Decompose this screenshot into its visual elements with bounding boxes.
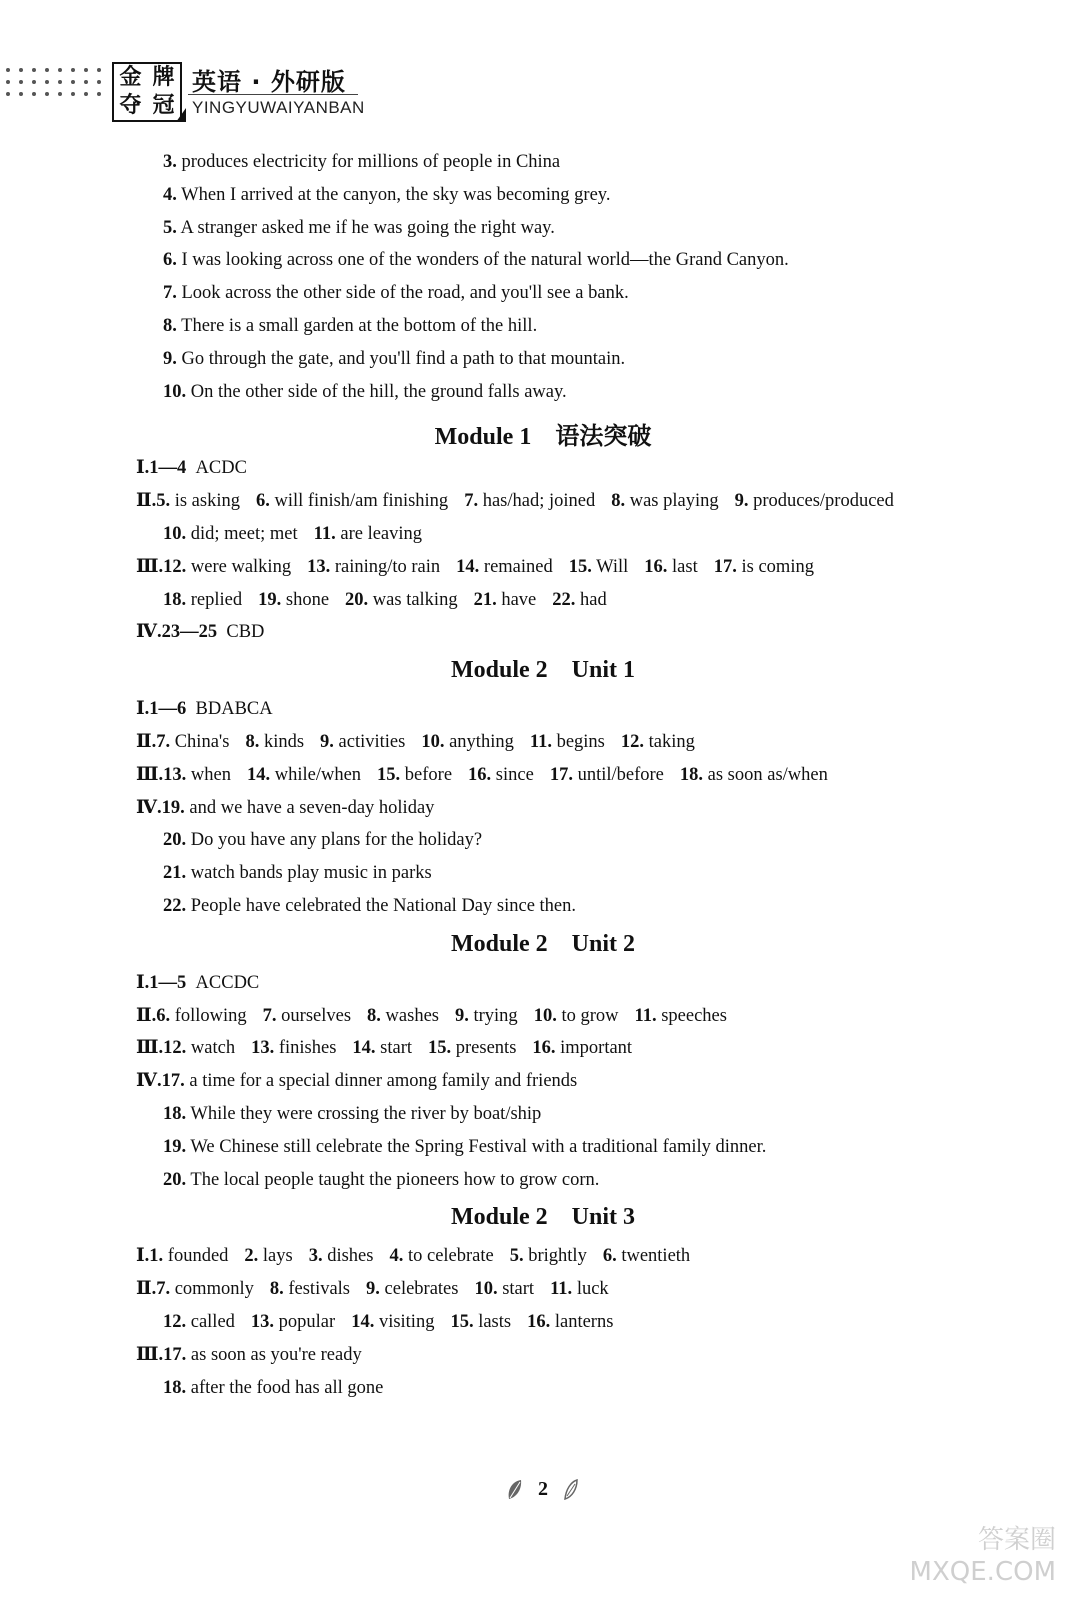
watermark: 答案圈 MXQE.COM bbox=[909, 1525, 1056, 1587]
item-answer: Look across the other side of the road, and you'll see a bank. bbox=[176, 283, 629, 304]
answer-item bbox=[603, 1246, 690, 1266]
answer-row bbox=[163, 894, 592, 918]
item-answer: after the food has all gone bbox=[186, 1377, 384, 1398]
answer-row bbox=[136, 555, 830, 579]
answer-item bbox=[714, 557, 814, 577]
answer-item bbox=[149, 1246, 228, 1266]
answer-item bbox=[530, 732, 605, 752]
answer-item bbox=[455, 1006, 518, 1026]
item-number: 15. bbox=[568, 556, 592, 577]
item-number: 15. bbox=[428, 1038, 452, 1059]
item-number: 10. bbox=[474, 1279, 498, 1300]
answer-item bbox=[621, 732, 695, 752]
item-answer: since bbox=[491, 764, 534, 785]
item-number: 15. bbox=[377, 764, 401, 785]
item-answer: did; meet; met bbox=[186, 524, 298, 544]
item-number: 8. bbox=[245, 732, 260, 752]
leaf-right-icon bbox=[563, 1479, 579, 1501]
item-number: 20. bbox=[345, 589, 369, 610]
answer-row bbox=[136, 489, 910, 513]
item-answer: I was looking across one of the wonders of the natural world—the Grand Canyon. bbox=[176, 250, 789, 271]
item-number: 8. bbox=[163, 316, 177, 336]
answer-item bbox=[270, 1279, 350, 1299]
item-number: 17. bbox=[161, 1071, 185, 1092]
item-answer: On the other side of the hill, the ground falls away. bbox=[186, 381, 567, 402]
page-number: 2 bbox=[538, 1478, 548, 1500]
item-number: 7. bbox=[156, 1279, 171, 1300]
answer-item bbox=[163, 896, 576, 916]
item-answer: until/before bbox=[572, 764, 664, 785]
answer-item bbox=[258, 590, 329, 610]
answer-item bbox=[162, 1071, 578, 1091]
item-answer: and we have a seven-day holiday bbox=[184, 797, 435, 818]
answer-item bbox=[162, 622, 265, 642]
item-answer: speeches bbox=[656, 1005, 727, 1026]
answer-item bbox=[352, 1038, 412, 1058]
item-number: 2. bbox=[244, 1246, 259, 1267]
item-answer: while/when bbox=[270, 764, 362, 785]
answer-row bbox=[163, 828, 498, 852]
answer-item bbox=[534, 1006, 619, 1026]
answer-item bbox=[251, 1312, 335, 1332]
item-answer: dishes bbox=[322, 1246, 374, 1267]
item-answer: CBD bbox=[226, 622, 265, 643]
answer-item bbox=[552, 590, 606, 610]
answer-row bbox=[163, 588, 623, 612]
answer-item bbox=[735, 491, 894, 511]
section-roman-numeral: Ⅱ. bbox=[136, 1279, 157, 1300]
answer-item bbox=[680, 765, 828, 785]
item-answer: ourselves bbox=[276, 1005, 352, 1026]
item-number: 16. bbox=[644, 556, 668, 577]
item-number: 10. bbox=[163, 381, 187, 402]
answer-item bbox=[263, 1006, 351, 1026]
item-number: 10. bbox=[533, 1005, 557, 1026]
item-number: 17. bbox=[549, 764, 573, 785]
item-answer: activities bbox=[333, 732, 406, 752]
item-answer: China's bbox=[170, 732, 230, 752]
item-answer: was talking bbox=[368, 589, 458, 610]
item-answer: taking bbox=[644, 732, 695, 752]
item-number: 13. bbox=[163, 764, 187, 785]
answer-item bbox=[163, 1378, 383, 1398]
item-number: 1—6 bbox=[149, 699, 187, 720]
section-roman-numeral: Ⅳ. bbox=[136, 1071, 162, 1092]
item-number: 3. bbox=[163, 152, 177, 172]
answer-item bbox=[527, 1312, 613, 1332]
subject-title: 英语 · 外研版 bbox=[192, 68, 346, 96]
item-answer: The local people taught the pioneers how to grow corn. bbox=[186, 1169, 600, 1190]
item-answer: a time for a special dinner among family and friends bbox=[184, 1071, 578, 1092]
answer-item bbox=[314, 524, 422, 544]
item-number: 13. bbox=[307, 556, 331, 577]
answer-item bbox=[163, 557, 291, 577]
answer-item bbox=[550, 1279, 609, 1299]
item-answer: visiting bbox=[374, 1312, 435, 1332]
answer-line bbox=[163, 150, 560, 174]
item-number: 14. bbox=[246, 764, 271, 785]
item-number: 21. bbox=[473, 589, 497, 610]
answer-item bbox=[149, 699, 272, 719]
page-footer bbox=[0, 1478, 1086, 1501]
item-number: 7. bbox=[156, 732, 171, 752]
item-number: 10. bbox=[163, 524, 187, 544]
answer-item bbox=[163, 1137, 766, 1157]
item-answer: replied bbox=[186, 589, 243, 610]
item-answer: produces electricity for millions of people in China bbox=[176, 152, 561, 172]
item-number: 11. bbox=[313, 524, 336, 544]
answer-row bbox=[163, 861, 448, 885]
answer-row bbox=[136, 730, 711, 754]
answer-line bbox=[163, 314, 537, 338]
item-answer: ACDC bbox=[195, 458, 247, 479]
answer-row bbox=[163, 1168, 615, 1192]
leaf-left-icon bbox=[507, 1479, 523, 1501]
item-number: 1—4 bbox=[149, 458, 187, 479]
item-answer: When I arrived at the canyon, the sky was becoming grey. bbox=[176, 184, 611, 205]
item-answer: commonly bbox=[170, 1279, 254, 1300]
answer-row bbox=[136, 763, 844, 787]
item-number: 20. bbox=[163, 830, 187, 851]
item-answer: We Chinese still celebrate the Spring Festival with a traditional family dinner. bbox=[186, 1136, 767, 1157]
item-number: 6. bbox=[602, 1246, 617, 1267]
answer-item bbox=[450, 1312, 511, 1332]
answer-row bbox=[136, 1343, 378, 1367]
item-number: 21. bbox=[163, 863, 187, 884]
answer-item bbox=[320, 732, 405, 752]
item-number: 15. bbox=[450, 1312, 474, 1332]
answer-item bbox=[163, 524, 298, 544]
answer-item bbox=[163, 590, 242, 610]
item-answer: popular bbox=[274, 1312, 336, 1332]
item-answer: There is a small garden at the bottom of the hill. bbox=[176, 316, 538, 336]
item-number: 8. bbox=[367, 1005, 381, 1026]
item-number: 12. bbox=[163, 556, 187, 577]
answer-row bbox=[136, 1244, 706, 1268]
answer-item bbox=[163, 830, 482, 850]
item-number: 9. bbox=[320, 732, 334, 752]
item-number: 1—5 bbox=[149, 972, 187, 993]
answer-row bbox=[136, 456, 263, 480]
item-number: 16. bbox=[527, 1312, 551, 1332]
answer-item bbox=[474, 590, 537, 610]
item-answer: start bbox=[375, 1038, 413, 1059]
answer-row bbox=[136, 1277, 625, 1301]
subject-pinyin: YINGYUWAIYANBAN bbox=[192, 98, 365, 117]
item-number: 18. bbox=[163, 1377, 187, 1398]
answer-item bbox=[163, 765, 231, 785]
item-answer: Do you have any plans for the holiday? bbox=[186, 830, 483, 851]
answer-item bbox=[247, 765, 361, 785]
section-title: Module 2 Unit 3 bbox=[450, 1204, 635, 1231]
answer-item bbox=[428, 1038, 516, 1058]
section-roman-numeral: Ⅱ. bbox=[136, 732, 157, 752]
logo-corner-triangle bbox=[176, 108, 186, 122]
answer-row bbox=[136, 1004, 743, 1028]
item-answer: produces/produced bbox=[748, 491, 894, 512]
answer-row bbox=[136, 1036, 648, 1060]
answer-row bbox=[163, 1135, 782, 1159]
item-answer: will finish/am finishing bbox=[269, 491, 449, 512]
item-answer: People have celebrated the National Day since then. bbox=[186, 896, 577, 916]
item-number: 7. bbox=[163, 283, 177, 304]
item-answer: finishes bbox=[274, 1038, 337, 1059]
answer-row bbox=[136, 796, 450, 820]
item-answer: lasts bbox=[473, 1312, 512, 1332]
item-answer: BDABCA bbox=[195, 699, 273, 720]
item-answer: festivals bbox=[283, 1279, 351, 1300]
section-roman-numeral: Ⅳ. bbox=[136, 797, 162, 818]
item-answer: Go through the gate, and you'll find a path to that mountain. bbox=[176, 348, 626, 369]
item-answer: watch bbox=[186, 1038, 236, 1059]
item-number: 19. bbox=[161, 797, 185, 818]
answer-row bbox=[163, 1102, 557, 1126]
answer-item bbox=[611, 491, 718, 511]
item-answer: lays bbox=[258, 1246, 293, 1267]
item-answer: remained bbox=[479, 556, 553, 577]
item-number: 8. bbox=[269, 1279, 284, 1300]
answer-item bbox=[156, 1279, 254, 1299]
item-number: 12. bbox=[620, 732, 645, 752]
item-answer: following bbox=[170, 1005, 247, 1026]
item-number: 5. bbox=[156, 491, 171, 512]
item-number: 13. bbox=[251, 1038, 275, 1059]
answer-item bbox=[464, 491, 595, 511]
item-answer: twentieth bbox=[616, 1246, 691, 1267]
item-answer: lanterns bbox=[550, 1312, 614, 1332]
item-number: 9. bbox=[163, 348, 177, 369]
item-number: 7. bbox=[262, 1005, 277, 1026]
answer-item bbox=[163, 863, 432, 883]
answer-item bbox=[244, 1246, 292, 1266]
item-number: 9. bbox=[366, 1279, 380, 1300]
item-number: 9. bbox=[734, 491, 749, 512]
answer-row bbox=[163, 522, 438, 546]
item-answer: to celebrate bbox=[403, 1246, 494, 1267]
section-roman-numeral: Ⅰ. bbox=[136, 699, 150, 720]
item-answer: brightly bbox=[523, 1246, 587, 1267]
answer-item bbox=[510, 1246, 587, 1266]
item-answer: have bbox=[496, 589, 537, 610]
section-title: Module 2 Unit 2 bbox=[450, 930, 635, 957]
answer-item bbox=[309, 1246, 374, 1266]
answer-item bbox=[532, 1038, 632, 1058]
item-number: 7. bbox=[464, 491, 479, 512]
answer-item bbox=[149, 458, 247, 478]
section-roman-numeral: Ⅰ. bbox=[136, 1246, 150, 1267]
section-roman-numeral: Ⅳ. bbox=[136, 622, 162, 643]
item-number: 11. bbox=[634, 1005, 657, 1026]
header-divider bbox=[188, 94, 358, 95]
answer-item bbox=[550, 765, 664, 785]
answer-item bbox=[468, 765, 534, 785]
item-number: 23—25 bbox=[161, 622, 218, 643]
answer-item bbox=[162, 798, 435, 818]
section-roman-numeral: Ⅱ. bbox=[136, 1005, 157, 1026]
item-answer: presents bbox=[451, 1038, 517, 1059]
answer-line bbox=[163, 248, 789, 272]
item-number: 11. bbox=[550, 1279, 573, 1300]
answer-row bbox=[163, 1310, 629, 1334]
item-answer: when bbox=[186, 764, 231, 785]
item-number: 16. bbox=[532, 1038, 556, 1059]
section-roman-numeral: Ⅲ. bbox=[136, 764, 164, 785]
answer-item bbox=[163, 1170, 599, 1190]
item-number: 18. bbox=[163, 1104, 187, 1124]
item-number: 5. bbox=[509, 1246, 524, 1267]
answer-item bbox=[245, 732, 304, 752]
answer-item bbox=[421, 732, 514, 752]
item-answer: as soon as/when bbox=[703, 764, 828, 785]
answer-item bbox=[256, 491, 448, 511]
answer-line bbox=[163, 347, 625, 371]
item-number: 8. bbox=[611, 491, 626, 512]
item-answer: ACCDC bbox=[195, 972, 260, 993]
item-answer: washes bbox=[380, 1005, 439, 1026]
item-number: 16. bbox=[468, 764, 492, 785]
item-answer: trying bbox=[468, 1005, 518, 1026]
item-number: 18. bbox=[679, 764, 703, 785]
answer-line bbox=[163, 380, 567, 404]
answer-item bbox=[634, 1006, 726, 1026]
section-roman-numeral: Ⅱ. bbox=[136, 491, 157, 512]
answer-line bbox=[163, 216, 555, 240]
item-number: 13. bbox=[250, 1312, 275, 1332]
item-number: 5. bbox=[163, 217, 177, 238]
item-answer: to grow bbox=[556, 1005, 619, 1026]
section-roman-numeral: Ⅲ. bbox=[136, 556, 164, 577]
answer-item bbox=[149, 973, 259, 993]
item-number: 22. bbox=[163, 896, 187, 916]
item-number: 14. bbox=[351, 1312, 375, 1332]
answer-item bbox=[156, 1006, 246, 1026]
section-title: Module 2 Unit 1 bbox=[450, 657, 635, 684]
item-number: 12. bbox=[163, 1038, 187, 1059]
answer-item bbox=[163, 1345, 362, 1365]
answer-item bbox=[377, 765, 452, 785]
item-number: 19. bbox=[163, 1136, 187, 1157]
answer-item bbox=[251, 1038, 336, 1058]
item-number: 22. bbox=[552, 589, 576, 610]
item-answer: was playing bbox=[625, 491, 719, 512]
answer-item bbox=[474, 1279, 534, 1299]
item-number: 11. bbox=[529, 732, 552, 752]
item-answer: founded bbox=[163, 1246, 229, 1267]
section-title: Module 1 语法突破 bbox=[434, 422, 652, 451]
item-number: 6. bbox=[255, 491, 270, 512]
item-number: 4. bbox=[163, 184, 177, 205]
item-answer: celebrates bbox=[379, 1279, 459, 1300]
item-answer: called bbox=[186, 1312, 235, 1332]
answer-item bbox=[163, 1104, 541, 1124]
item-number: 19. bbox=[258, 589, 282, 610]
item-answer: start bbox=[497, 1279, 535, 1300]
item-number: 9. bbox=[454, 1005, 469, 1026]
item-number: 3. bbox=[308, 1246, 323, 1267]
answer-item bbox=[163, 1038, 235, 1058]
item-number: 6. bbox=[156, 1005, 171, 1026]
item-number: 1. bbox=[149, 1246, 164, 1267]
item-answer: watch bands play music in parks bbox=[186, 863, 432, 884]
answer-item bbox=[569, 557, 629, 577]
page-header bbox=[0, 56, 400, 126]
answer-item bbox=[644, 557, 697, 577]
item-number: 14. bbox=[352, 1038, 376, 1059]
item-number: 17. bbox=[713, 556, 737, 577]
item-number: 20. bbox=[163, 1169, 187, 1190]
item-answer: anything bbox=[444, 732, 514, 752]
item-number: 18. bbox=[163, 589, 187, 610]
answer-item bbox=[163, 1312, 235, 1332]
answer-item bbox=[345, 590, 458, 610]
section-roman-numeral: Ⅰ. bbox=[136, 458, 150, 479]
item-number: 10. bbox=[421, 732, 445, 752]
answer-row bbox=[136, 1069, 593, 1093]
answer-item bbox=[307, 557, 440, 577]
answer-item bbox=[156, 732, 229, 752]
item-answer: had bbox=[575, 589, 607, 610]
item-number: 6. bbox=[163, 250, 177, 271]
item-answer: are leaving bbox=[335, 524, 423, 544]
item-answer: has/had; joined bbox=[478, 491, 596, 512]
item-answer: kinds bbox=[259, 732, 305, 752]
item-answer: were walking bbox=[186, 556, 292, 577]
section-roman-numeral: Ⅰ. bbox=[136, 972, 150, 993]
item-answer: While they were crossing the river by boat/ship bbox=[186, 1104, 542, 1124]
brand-logo: 金 牌 夺 冠 bbox=[112, 62, 182, 122]
section-roman-numeral: Ⅲ. bbox=[136, 1344, 164, 1365]
answer-row bbox=[136, 697, 289, 721]
item-answer: luck bbox=[572, 1279, 609, 1300]
answer-line bbox=[163, 281, 629, 305]
item-answer: Will bbox=[591, 556, 629, 577]
item-number: 12. bbox=[163, 1312, 187, 1332]
item-answer: is coming bbox=[736, 556, 814, 577]
item-answer: shone bbox=[281, 589, 330, 610]
item-answer: last bbox=[667, 556, 698, 577]
section-roman-numeral: Ⅲ. bbox=[136, 1038, 164, 1059]
answer-row bbox=[136, 971, 275, 995]
item-number: 14. bbox=[456, 556, 480, 577]
answer-item bbox=[156, 491, 240, 511]
answer-item bbox=[389, 1246, 493, 1266]
item-answer: important bbox=[555, 1038, 633, 1059]
answer-item bbox=[351, 1312, 434, 1332]
item-number: 4. bbox=[389, 1246, 404, 1267]
item-answer: raining/to rain bbox=[330, 556, 441, 577]
answer-line bbox=[163, 183, 610, 207]
answer-row bbox=[136, 620, 280, 644]
answer-item bbox=[456, 557, 553, 577]
item-answer: before bbox=[400, 764, 453, 785]
item-answer: begins bbox=[551, 732, 605, 752]
item-answer: as soon as you're ready bbox=[186, 1344, 362, 1365]
item-number: 17. bbox=[163, 1344, 187, 1365]
answer-item bbox=[366, 1279, 458, 1299]
item-answer: is asking bbox=[170, 491, 240, 512]
item-answer: A stranger asked me if he was going the right way. bbox=[176, 217, 555, 238]
answer-row bbox=[163, 1376, 399, 1400]
answer-item bbox=[367, 1006, 439, 1026]
decorative-dots bbox=[6, 68, 106, 104]
